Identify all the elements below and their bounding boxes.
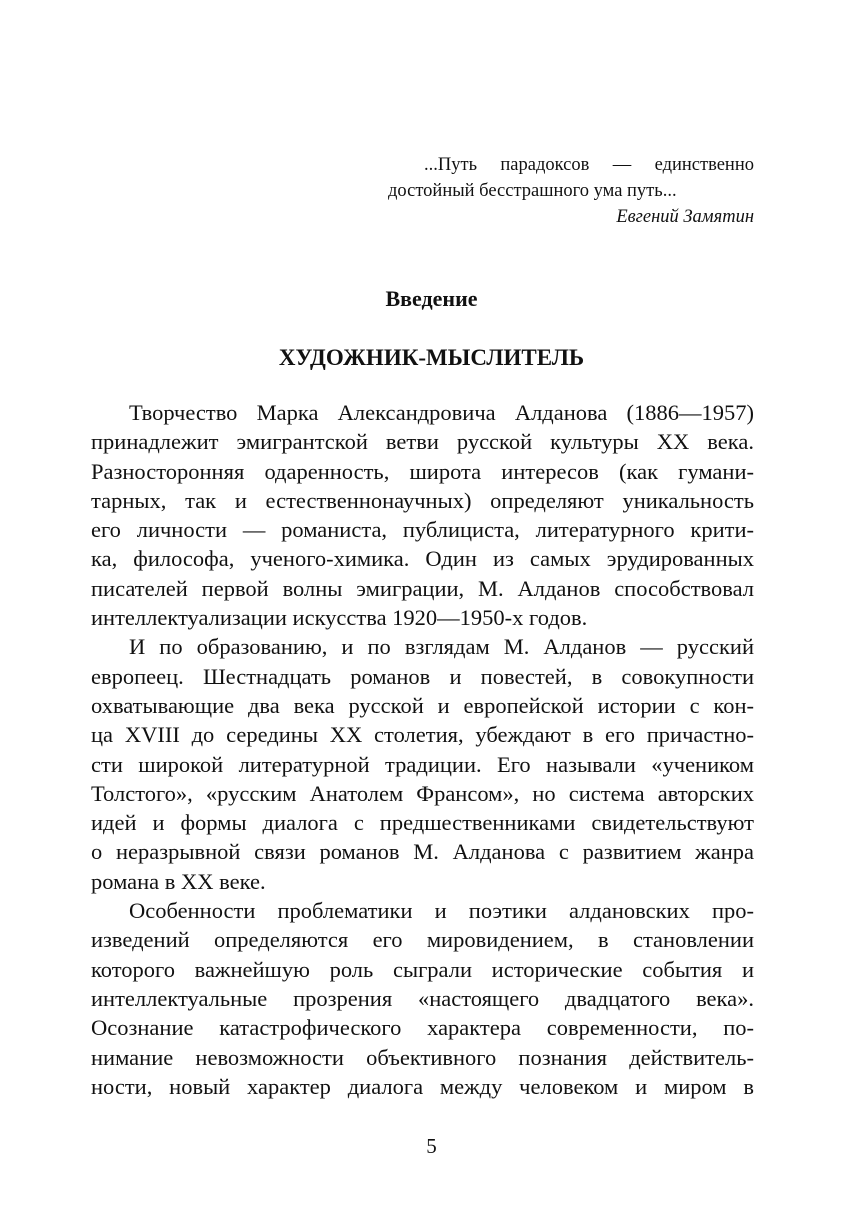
text-line: тарных, так и естественнонаучных) определяют уникальность xyxy=(91,487,754,513)
text-line: Творчество Марка Александровича Алданова (1886—1957) xyxy=(129,400,754,425)
text-line: европеец. Шестнадцать романов и повестей, в совокупности xyxy=(91,663,754,689)
text-line: И по образованию, и по взглядам М. Алданов — русский xyxy=(129,634,754,660)
text-line: Разносторонняя одаренность, широта интересов (как гумани- xyxy=(91,458,754,484)
text-line: нимание невозможности объективного познания действитель- xyxy=(91,1044,754,1070)
text-line: Осознание катастрофического характера современности, по- xyxy=(91,1015,754,1041)
text-line: интеллектуализации искусства 1920—1950-х годов. xyxy=(91,605,588,631)
epigraph-line: достойный бесстрашного ума путь... xyxy=(388,181,677,201)
text-line: ности, новый характер диалога между человеком и миром в xyxy=(91,1073,754,1099)
text-line: романа в XX веке. xyxy=(91,868,266,894)
epigraph xyxy=(380,152,754,230)
text-line: идей и формы диалога с предшественниками свидетельствуют xyxy=(91,810,754,836)
section-title: Введение xyxy=(385,286,478,311)
text-line: принадлежит эмигрантской ветви русской культуры XX века. xyxy=(91,429,754,455)
text-line: которого важнейшую роль сыграли исторические события и xyxy=(91,956,754,982)
text-line: его личности — романиста, публициста, литературного крити- xyxy=(91,517,754,543)
epigraph-line: ...Путь парадоксов — единственно xyxy=(424,155,754,175)
text-line: сти широкой литературной традиции. Его называли «учеником xyxy=(91,751,754,777)
body-text xyxy=(91,398,754,1101)
text-line: Толстого», «русским Анатолем Франсом», но система авторских xyxy=(91,780,754,806)
text-line: интеллектуальные прозрения «настоящего двадцатого века». xyxy=(91,985,754,1011)
text-line: ца XVIII до середины XX столетия, убеждают в его причастно- xyxy=(91,722,754,748)
text-line: Особенности проблематики и поэтики алдановских про- xyxy=(129,898,754,924)
text-line: охватывающие два века русской и европейской истории с кон- xyxy=(91,692,754,718)
text-line: ка, философа, ученого-химика. Один из самых эрудированных xyxy=(91,546,754,572)
text-line: о неразрывной связи романов М. Алданова с развитием жанра xyxy=(91,839,754,865)
epigraph-author: Евгений Замятин xyxy=(616,207,754,227)
text-line: писателей первой волны эмиграции, М. Алданов способствовал xyxy=(91,575,754,601)
text-line: изведений определяются его мировидением, в становлении xyxy=(91,927,754,953)
page-number: 5 xyxy=(426,1134,437,1158)
chapter-title: ХУДОЖНИК-МЫСЛИТЕЛЬ xyxy=(278,345,585,370)
